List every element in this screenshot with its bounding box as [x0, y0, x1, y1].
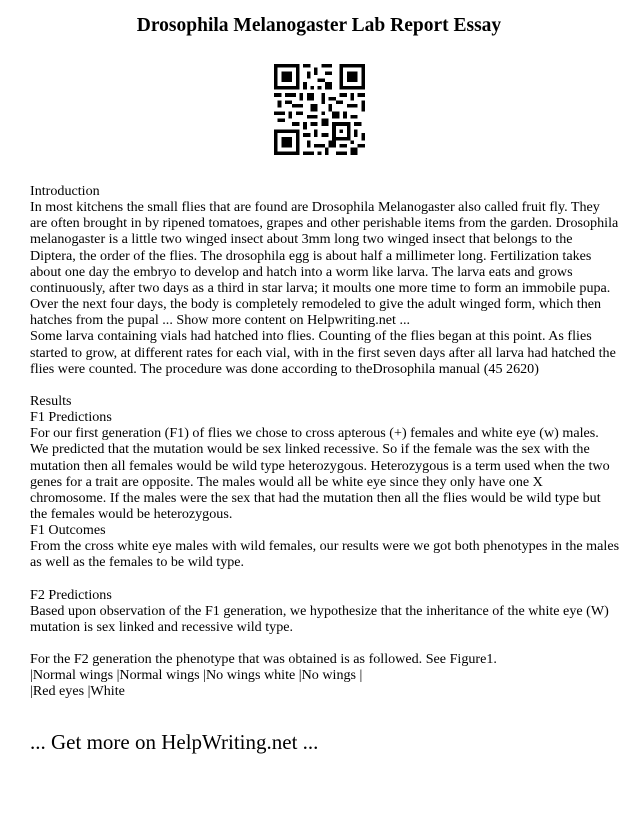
spacer: [30, 377, 620, 393]
paragraph-f2-phenotype: For the F2 generation the phenotype that was obtained is as followed. See Figure1.: [30, 651, 497, 668]
paragraph-procedure: Some larva containing vials had hatched into flies. Counting of the flies began at this point. As flies started to grow, at different rates for each vial, with in the first seven days after all larva had hatched the flies were counted. The procedure was done according to theDrosophila manual (45 2620): [30, 328, 616, 377]
heading-results: Results: [30, 392, 72, 409]
body-text: [30, 183, 620, 700]
heading-introduction: Introduction: [30, 183, 100, 199]
paragraph-f1-predictions: For our first generation (F1) of flies we chose to cross apterous (+) females and white eye (w) males. We predicted that the mutation would be sex linked recessive. So if the female was the sex with the mutation then all females would be wild type heterozygous. Heterozygous is a term used when the two genes for a trait are opposite. The males would all be white eye since they only have one X chromosome. If the males were the sex that had the mutation then all the flies would be wild type but the females would be heterozygous.: [30, 425, 610, 522]
get-more-link[interactable]: ... Get more on HelpWriting.net ...: [30, 730, 319, 754]
paragraph-introduction: In most kitchens the small flies that are found are Drosophila Melanogaster also called fruit fly. They are often brought in by ripened tomatoes, grapes and other perishable items from the garden. Drosophila melanogaster is a little two winged insect about 3mm long two winged insect that belongs to the Diptera, the order of the flies. The drosophila egg is about half a millimeter long. Fertilization takes about one day the embryo to develop and hatch into a worm like larva. The larva eats and grows continuously, after two days as a third in star larva; it moults one more time to form an immobile pupa. Over the next four days, the body is completely remodeled to give the adult winged form, which then hatches from the pupal ... Show more content on Helpwriting.net ...: [30, 199, 619, 329]
table-row-eyes: |Red eyes |White: [30, 683, 125, 700]
paragraph-f1-outcomes: From the cross white eye males with wild females, our results were we got both phenotypes in the males as well as the females to be wild type.: [30, 538, 620, 571]
heading-f1-predictions: F1 Predictions: [30, 409, 112, 426]
heading-f1-outcomes: F1 Outcomes: [30, 522, 106, 539]
heading-f2-predictions: F2 Predictions: [30, 586, 112, 603]
spacer: [30, 571, 620, 587]
paragraph-f2-predictions: Based upon observation of the F1 generation, we hypothesize that the inheritance of the white eye (W) mutation is sex linked and recessive wild type.: [30, 602, 609, 635]
document-title: Drosophila Melanogaster Lab Report Essay: [136, 15, 502, 36]
spacer: [30, 635, 620, 651]
qr-code-icon: [274, 64, 365, 155]
table-row-wings: |Normal wings |Normal wings |No wings white |No wings |: [30, 667, 363, 684]
